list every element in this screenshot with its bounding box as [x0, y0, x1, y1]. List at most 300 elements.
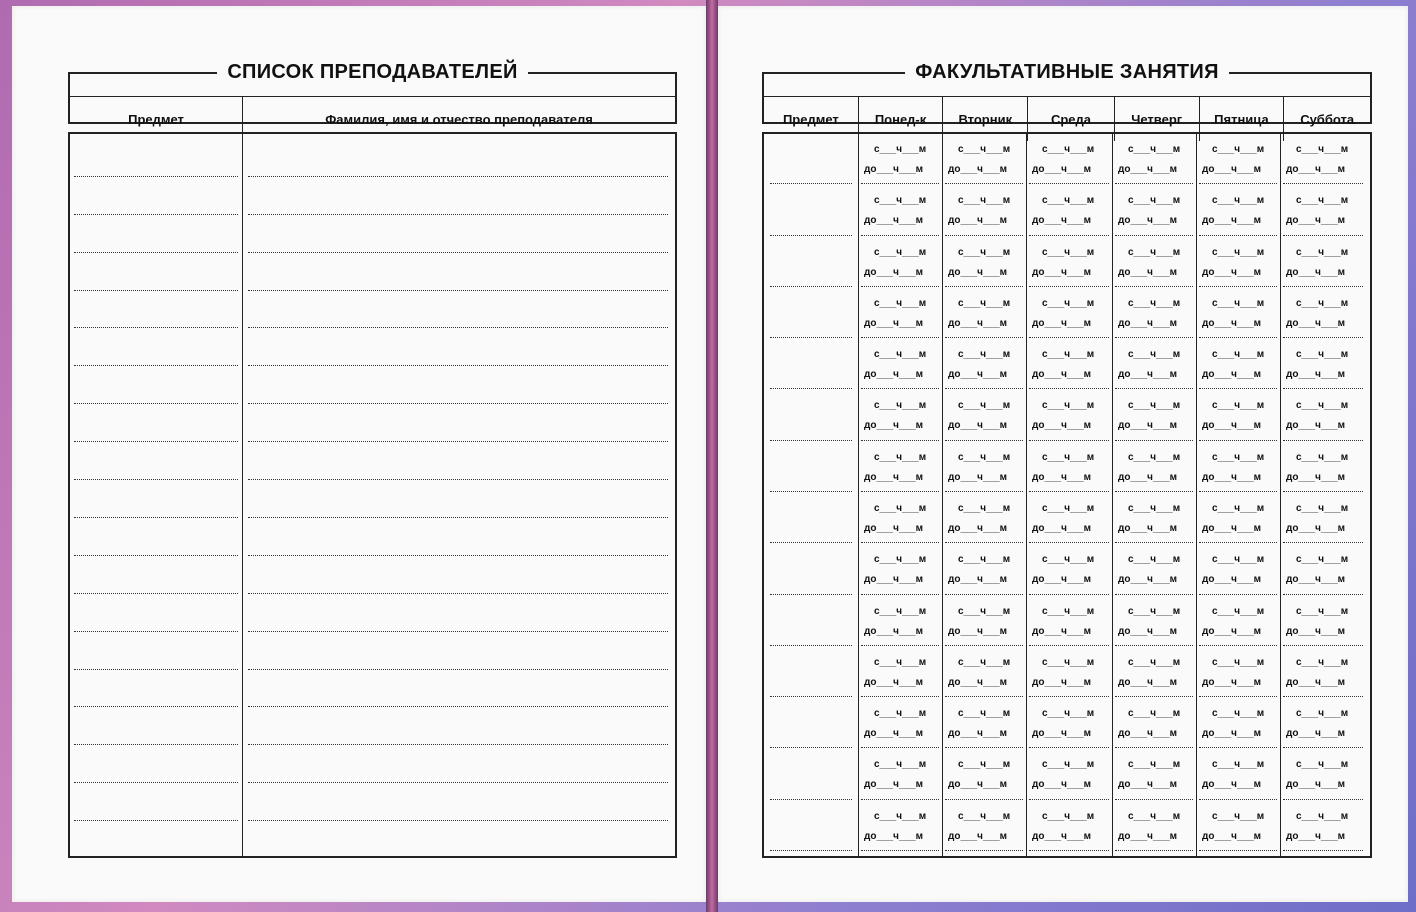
electives-table-header [762, 61, 1372, 127]
header-teacher-name: Фамилия, имя и отчество преподавателя [242, 97, 675, 141]
subject-line[interactable] [74, 441, 238, 442]
time-to-field[interactable]: до___ч___м [1286, 677, 1346, 688]
time-to-field[interactable]: до___ч___м [1118, 523, 1178, 534]
time-from-field[interactable]: с___ч___м [958, 144, 1011, 155]
time-to-field[interactable]: до___ч___м [1286, 831, 1346, 842]
time-to-field[interactable]: до___ч___м [1032, 677, 1092, 688]
time-to-field[interactable]: до___ч___м [1202, 779, 1262, 790]
subject-line[interactable] [74, 744, 238, 745]
teacher-name-line[interactable] [248, 669, 668, 670]
time-slot-separator [1199, 183, 1277, 184]
time-from-field[interactable]: с___ч___м [958, 708, 1011, 719]
time-from-field[interactable]: с___ч___м [958, 195, 1011, 206]
time-to-field[interactable]: до___ч___м [1032, 831, 1092, 842]
teacher-name-line[interactable] [248, 403, 668, 404]
time-slot-separator [1115, 440, 1193, 441]
time-to-field[interactable]: до___ч___м [1118, 831, 1178, 842]
time-slot-separator [945, 235, 1023, 236]
time-to-field[interactable]: до___ч___м [1032, 523, 1092, 534]
time-to-field[interactable]: до___ч___м [948, 779, 1008, 790]
header-day-4: Четверг [1114, 97, 1199, 141]
time-from-field[interactable]: с___ч___м [874, 298, 927, 309]
time-to-field[interactable]: до___ч___м [1118, 728, 1178, 739]
time-from-field[interactable]: с___ч___м [1212, 606, 1265, 617]
time-slot-separator [1115, 696, 1193, 697]
time-from-field[interactable]: с___ч___м [958, 657, 1011, 668]
subject-line[interactable] [74, 820, 238, 821]
teacher-name-line[interactable] [248, 631, 668, 632]
time-from-field[interactable]: с___ч___м [1296, 247, 1349, 258]
elective-subject-line[interactable] [770, 799, 852, 800]
electives-grid [762, 132, 1372, 858]
subject-line[interactable] [74, 517, 238, 518]
header-subject: Предмет [782, 111, 839, 127]
time-from-field[interactable]: с___ч___м [958, 400, 1011, 411]
day-column-divider [942, 134, 943, 856]
time-to-field[interactable]: до___ч___м [948, 728, 1008, 739]
time-to-field[interactable]: до___ч___м [1032, 472, 1092, 483]
teacher-name-line[interactable] [248, 290, 668, 291]
time-to-field[interactable]: до___ч___м [1286, 267, 1346, 278]
time-from-field[interactable]: с___ч___м [1296, 606, 1349, 617]
time-to-field[interactable]: до___ч___м [948, 574, 1008, 585]
time-from-field[interactable]: с___ч___м [874, 144, 927, 155]
time-from-field[interactable]: с___ч___м [958, 759, 1011, 770]
elective-subject-line[interactable] [770, 850, 852, 851]
time-from-field[interactable]: с___ч___м [958, 298, 1011, 309]
time-from-field[interactable]: с___ч___м [1296, 298, 1349, 309]
time-slot-separator [1115, 645, 1193, 646]
time-slot-separator [1283, 594, 1363, 595]
time-to-field[interactable]: до___ч___м [1118, 779, 1178, 790]
time-slot-separator [1029, 235, 1109, 236]
time-from-field[interactable]: с___ч___м [1212, 144, 1265, 155]
time-slot-separator [861, 388, 939, 389]
time-from-field[interactable]: с___ч___м [1212, 400, 1265, 411]
time-slot-separator [1115, 594, 1193, 595]
time-to-field[interactable]: до___ч___м [948, 164, 1008, 175]
time-from-field[interactable]: с___ч___м [1212, 452, 1265, 463]
subject-line[interactable] [74, 176, 238, 177]
time-from-field[interactable]: с___ч___м [1296, 400, 1349, 411]
time-to-field[interactable]: до___ч___м [1202, 369, 1262, 380]
teacher-name-line[interactable] [248, 706, 668, 707]
time-to-field[interactable]: до___ч___м [1032, 574, 1092, 585]
subject-line[interactable] [74, 669, 238, 670]
time-to-field[interactable]: до___ч___м [948, 267, 1008, 278]
time-slot-separator [1029, 747, 1109, 748]
time-from-field[interactable]: с___ч___м [1212, 554, 1265, 565]
elective-subject-line[interactable] [770, 337, 852, 338]
time-to-field[interactable]: до___ч___м [864, 728, 924, 739]
time-slot-separator [1199, 696, 1277, 697]
time-to-field[interactable]: до___ч___м [864, 318, 924, 329]
subject-line[interactable] [74, 214, 238, 215]
header-day-3: Среда [1027, 97, 1114, 141]
time-to-field[interactable]: до___ч___м [1202, 420, 1262, 431]
time-to-field[interactable]: до___ч___м [1118, 626, 1178, 637]
time-to-field[interactable]: до___ч___м [948, 420, 1008, 431]
time-from-field[interactable]: с___ч___м [1128, 708, 1181, 719]
elective-subject-line[interactable] [770, 542, 852, 543]
time-to-field[interactable]: до___ч___м [1202, 318, 1262, 329]
subject-line[interactable] [74, 631, 238, 632]
elective-subject-line[interactable] [770, 491, 852, 492]
time-slot-separator [945, 183, 1023, 184]
time-slot-separator [1283, 337, 1363, 338]
time-to-field[interactable]: до___ч___м [1202, 831, 1262, 842]
elective-subject-line[interactable] [770, 235, 852, 236]
time-from-field[interactable]: с___ч___м [1296, 195, 1349, 206]
teacher-name-line[interactable] [248, 214, 668, 215]
subject-line[interactable] [74, 365, 238, 366]
time-slot-separator [945, 799, 1023, 800]
time-slot-separator [1029, 286, 1109, 287]
time-slot-separator [1199, 286, 1277, 287]
time-from-field[interactable]: с___ч___м [1212, 657, 1265, 668]
time-to-field[interactable]: до___ч___м [864, 626, 924, 637]
time-from-field[interactable]: с___ч___м [874, 349, 927, 360]
time-to-field[interactable]: до___ч___м [864, 267, 924, 278]
teacher-name-line[interactable] [248, 555, 668, 556]
time-from-field[interactable]: с___ч___м [958, 503, 1011, 514]
time-to-field[interactable]: до___ч___м [1032, 626, 1092, 637]
time-slot-separator [861, 594, 939, 595]
time-slot-separator [1115, 850, 1193, 851]
teacher-name-line[interactable] [248, 517, 668, 518]
time-from-field[interactable]: с___ч___м [1296, 657, 1349, 668]
time-to-field[interactable]: до___ч___м [1118, 164, 1178, 175]
time-to-field[interactable]: до___ч___м [1118, 267, 1178, 278]
time-from-field[interactable]: с___ч___м [1042, 759, 1095, 770]
subject-line[interactable] [74, 403, 238, 404]
time-from-field[interactable]: с___ч___м [874, 503, 927, 514]
time-from-field[interactable]: с___ч___м [874, 452, 927, 463]
time-to-field[interactable]: до___ч___м [948, 626, 1008, 637]
time-from-field[interactable]: с___ч___м [1128, 452, 1181, 463]
teacher-name-line[interactable] [248, 782, 668, 783]
time-from-field[interactable]: с___ч___м [1296, 452, 1349, 463]
time-to-field[interactable]: до___ч___м [864, 779, 924, 790]
elective-subject-line[interactable] [770, 747, 852, 748]
time-from-field[interactable]: с___ч___м [1128, 298, 1181, 309]
teacher-name-line[interactable] [248, 252, 668, 253]
teacher-name-line[interactable] [248, 327, 668, 328]
time-from-field[interactable]: с___ч___м [874, 247, 927, 258]
time-slot-separator [1029, 594, 1109, 595]
time-to-field[interactable]: до___ч___м [1286, 779, 1346, 790]
time-from-field[interactable]: с___ч___м [1042, 811, 1095, 822]
time-to-field[interactable]: до___ч___м [1202, 523, 1262, 534]
time-slot-separator [945, 645, 1023, 646]
time-from-field[interactable]: с___ч___м [874, 554, 927, 565]
subject-line[interactable] [74, 252, 238, 253]
teachers-column-divider [242, 134, 243, 856]
elective-subject-line[interactable] [770, 594, 852, 595]
teacher-name-line[interactable] [248, 593, 668, 594]
time-slot-separator [861, 696, 939, 697]
time-from-field[interactable]: с___ч___м [1128, 400, 1181, 411]
teacher-name-line[interactable] [248, 479, 668, 480]
subject-line[interactable] [74, 555, 238, 556]
time-slot-separator [1199, 337, 1277, 338]
time-slot-separator [1283, 440, 1363, 441]
time-slot-separator [1029, 388, 1109, 389]
time-from-field[interactable]: с___ч___м [1128, 349, 1181, 360]
time-slot-separator [1199, 235, 1277, 236]
time-from-field[interactable]: с___ч___м [1212, 298, 1265, 309]
time-slot-separator [1029, 183, 1109, 184]
time-slot-separator [1029, 440, 1109, 441]
electives-title: ФАКУЛЬТАТИВНЫЕ ЗАНЯТИЯ [764, 61, 1370, 84]
time-slot-separator [1199, 850, 1277, 851]
time-to-field[interactable]: до___ч___м [1032, 267, 1092, 278]
teacher-name-line[interactable] [248, 744, 668, 745]
time-to-field[interactable]: до___ч___м [864, 831, 924, 842]
time-to-field[interactable]: до___ч___м [1032, 318, 1092, 329]
elective-subject-line[interactable] [770, 645, 852, 646]
time-to-field[interactable]: до___ч___м [1202, 164, 1262, 175]
header-day-1: Понед-к [858, 97, 943, 141]
time-from-field[interactable]: с___ч___м [1042, 247, 1095, 258]
time-to-field[interactable]: до___ч___м [1032, 215, 1092, 226]
time-slot-separator [1199, 388, 1277, 389]
time-slot-separator [1283, 850, 1363, 851]
header-day-2: Вторник [942, 97, 1027, 141]
time-slot-separator [1283, 747, 1363, 748]
time-to-field[interactable]: до___ч___м [1032, 779, 1092, 790]
time-from-field[interactable]: с___ч___м [874, 657, 927, 668]
time-from-field[interactable]: с___ч___м [1128, 195, 1181, 206]
time-to-field[interactable]: до___ч___м [1118, 318, 1178, 329]
time-slot-separator [945, 542, 1023, 543]
time-slot-separator [1115, 235, 1193, 236]
time-to-field[interactable]: до___ч___м [1118, 574, 1178, 585]
time-from-field[interactable]: с___ч___м [1042, 606, 1095, 617]
time-slot-separator [1199, 491, 1277, 492]
time-from-field[interactable]: с___ч___м [958, 349, 1011, 360]
time-from-field[interactable]: с___ч___м [1212, 759, 1265, 770]
time-to-field[interactable]: до___ч___м [948, 472, 1008, 483]
time-to-field[interactable]: до___ч___м [1202, 677, 1262, 688]
time-to-field[interactable]: до___ч___м [948, 677, 1008, 688]
day-column-divider [1026, 134, 1027, 856]
time-from-field[interactable]: с___ч___м [958, 606, 1011, 617]
time-from-field[interactable]: с___ч___м [1296, 503, 1349, 514]
time-to-field[interactable]: до___ч___м [1286, 472, 1346, 483]
time-from-field[interactable]: с___ч___м [1042, 195, 1095, 206]
time-from-field[interactable]: с___ч___м [958, 247, 1011, 258]
time-from-field[interactable]: с___ч___м [874, 400, 927, 411]
time-to-field[interactable]: до___ч___м [864, 215, 924, 226]
time-slot-separator [861, 542, 939, 543]
time-to-field[interactable]: до___ч___м [1202, 215, 1262, 226]
time-to-field[interactable]: до___ч___м [1032, 369, 1092, 380]
time-slot-separator [861, 235, 939, 236]
header-day-5: Пятница [1199, 97, 1284, 141]
time-to-field[interactable]: до___ч___м [948, 215, 1008, 226]
header-subject: Предмет [128, 111, 184, 127]
time-to-field[interactable]: до___ч___м [1286, 523, 1346, 534]
time-slot-separator [1199, 594, 1277, 595]
time-from-field[interactable]: с___ч___м [874, 759, 927, 770]
elective-subject-line[interactable] [770, 286, 852, 287]
time-to-field[interactable]: до___ч___м [1202, 472, 1262, 483]
time-slot-separator [1283, 235, 1363, 236]
time-slot-separator [945, 491, 1023, 492]
time-slot-separator [1199, 645, 1277, 646]
time-slot-separator [1283, 491, 1363, 492]
time-to-field[interactable]: до___ч___м [1202, 267, 1262, 278]
time-to-field[interactable]: до___ч___м [864, 574, 924, 585]
time-from-field[interactable]: с___ч___м [1128, 503, 1181, 514]
time-from-field[interactable]: с___ч___м [1042, 400, 1095, 411]
time-slot-separator [1029, 799, 1109, 800]
time-to-field[interactable]: до___ч___м [948, 318, 1008, 329]
teacher-name-line[interactable] [248, 365, 668, 366]
time-to-field[interactable]: до___ч___м [864, 420, 924, 431]
time-from-field[interactable]: с___ч___м [1128, 554, 1181, 565]
time-slot-separator [945, 440, 1023, 441]
time-to-field[interactable]: до___ч___м [1286, 420, 1346, 431]
time-slot-separator [1115, 388, 1193, 389]
time-to-field[interactable]: до___ч___м [1286, 728, 1346, 739]
time-slot-separator [945, 850, 1023, 851]
time-from-field[interactable]: с___ч___м [1212, 247, 1265, 258]
time-to-field[interactable]: до___ч___м [1032, 420, 1092, 431]
teacher-name-line[interactable] [248, 820, 668, 821]
time-from-field[interactable]: с___ч___м [958, 554, 1011, 565]
time-to-field[interactable]: до___ч___м [1286, 574, 1346, 585]
time-to-field[interactable]: до___ч___м [1286, 369, 1346, 380]
time-from-field[interactable]: с___ч___м [1212, 349, 1265, 360]
time-to-field[interactable]: до___ч___м [1118, 215, 1178, 226]
time-slot-separator [1199, 747, 1277, 748]
subject-line[interactable] [74, 706, 238, 707]
time-slot-separator [1283, 696, 1363, 697]
subject-line[interactable] [74, 593, 238, 594]
time-slot-separator [1283, 286, 1363, 287]
time-to-field[interactable]: до___ч___м [1118, 472, 1178, 483]
subject-line[interactable] [74, 327, 238, 328]
time-to-field[interactable]: до___ч___м [1286, 318, 1346, 329]
teachers-table-body [68, 132, 677, 858]
time-slot-separator [1115, 747, 1193, 748]
time-to-field[interactable]: до___ч___м [864, 472, 924, 483]
time-from-field[interactable]: с___ч___м [1296, 144, 1349, 155]
time-from-field[interactable]: с___ч___м [1042, 554, 1095, 565]
time-to-field[interactable]: до___ч___м [1202, 626, 1262, 637]
time-from-field[interactable]: с___ч___м [1296, 708, 1349, 719]
time-slot-separator [1199, 440, 1277, 441]
time-slot-separator [1283, 645, 1363, 646]
subject-line[interactable] [74, 479, 238, 480]
time-slot-separator [945, 286, 1023, 287]
time-from-field[interactable]: с___ч___м [874, 811, 927, 822]
time-to-field[interactable]: до___ч___м [1032, 728, 1092, 739]
time-from-field[interactable]: с___ч___м [1128, 811, 1181, 822]
time-from-field[interactable]: с___ч___м [1128, 247, 1181, 258]
time-from-field[interactable]: с___ч___м [1296, 554, 1349, 565]
teacher-name-line[interactable] [248, 176, 668, 177]
time-from-field[interactable]: с___ч___м [1212, 503, 1265, 514]
time-from-field[interactable]: с___ч___м [1128, 606, 1181, 617]
time-to-field[interactable]: до___ч___м [1118, 677, 1178, 688]
time-from-field[interactable]: с___ч___м [1296, 811, 1349, 822]
time-from-field[interactable]: с___ч___м [1212, 708, 1265, 719]
time-from-field[interactable]: с___ч___м [1128, 144, 1181, 155]
subject-line[interactable] [74, 782, 238, 783]
time-to-field[interactable]: до___ч___м [864, 369, 924, 380]
teachers-title: СПИСОК ПРЕПОДАВАТЕЛЕЙ [70, 61, 675, 84]
time-slot-separator [861, 799, 939, 800]
time-from-field[interactable]: с___ч___м [1128, 657, 1181, 668]
time-slot-separator [1283, 542, 1363, 543]
time-to-field[interactable]: до___ч___м [1286, 215, 1346, 226]
elective-subject-line[interactable] [770, 696, 852, 697]
time-to-field[interactable]: до___ч___м [1118, 420, 1178, 431]
day-column-divider [1280, 134, 1281, 856]
time-to-field[interactable]: до___ч___м [948, 831, 1008, 842]
time-to-field[interactable]: до___ч___м [948, 369, 1008, 380]
time-slot-separator [945, 388, 1023, 389]
time-from-field[interactable]: с___ч___м [874, 606, 927, 617]
teacher-name-line[interactable] [248, 441, 668, 442]
time-from-field[interactable]: с___ч___м [1042, 349, 1095, 360]
time-slot-separator [1115, 542, 1193, 543]
time-to-field[interactable]: до___ч___м [1286, 626, 1346, 637]
time-from-field[interactable]: с___ч___м [958, 452, 1011, 463]
time-slot-separator [861, 440, 939, 441]
time-from-field[interactable]: с___ч___м [1296, 349, 1349, 360]
time-from-field[interactable]: с___ч___м [1128, 759, 1181, 770]
time-to-field[interactable]: до___ч___м [948, 523, 1008, 534]
time-slot-separator [861, 286, 939, 287]
time-slot-separator [1029, 337, 1109, 338]
time-from-field[interactable]: с___ч___м [1042, 298, 1095, 309]
time-to-field[interactable]: до___ч___м [1202, 728, 1262, 739]
time-from-field[interactable]: с___ч___м [1212, 811, 1265, 822]
time-from-field[interactable]: с___ч___м [1042, 708, 1095, 719]
book-spine [706, 0, 718, 912]
time-to-field[interactable]: до___ч___м [1286, 164, 1346, 175]
time-from-field[interactable]: с___ч___м [1212, 195, 1265, 206]
time-to-field[interactable]: до___ч___м [1118, 369, 1178, 380]
time-from-field[interactable]: с___ч___м [874, 708, 927, 719]
time-from-field[interactable]: с___ч___м [874, 195, 927, 206]
time-from-field[interactable]: с___ч___м [1042, 144, 1095, 155]
time-from-field[interactable]: с___ч___м [1296, 759, 1349, 770]
time-from-field[interactable]: с___ч___м [1042, 452, 1095, 463]
time-from-field[interactable]: с___ч___м [958, 811, 1011, 822]
time-slot-separator [1029, 696, 1109, 697]
time-from-field[interactable]: с___ч___м [1042, 503, 1095, 514]
elective-subject-line[interactable] [770, 440, 852, 441]
time-to-field[interactable]: до___ч___м [864, 164, 924, 175]
time-from-field[interactable]: с___ч___м [1042, 657, 1095, 668]
time-slot-separator [945, 696, 1023, 697]
time-to-field[interactable]: до___ч___м [1202, 574, 1262, 585]
time-slot-separator [1199, 799, 1277, 800]
elective-subject-line[interactable] [770, 183, 852, 184]
elective-subject-line[interactable] [770, 388, 852, 389]
time-slot-separator [1115, 799, 1193, 800]
subject-line[interactable] [74, 290, 238, 291]
time-to-field[interactable]: до___ч___м [1032, 164, 1092, 175]
teachers-table-header [68, 61, 677, 127]
time-to-field[interactable]: до___ч___м [864, 523, 924, 534]
time-to-field[interactable]: до___ч___м [864, 677, 924, 688]
